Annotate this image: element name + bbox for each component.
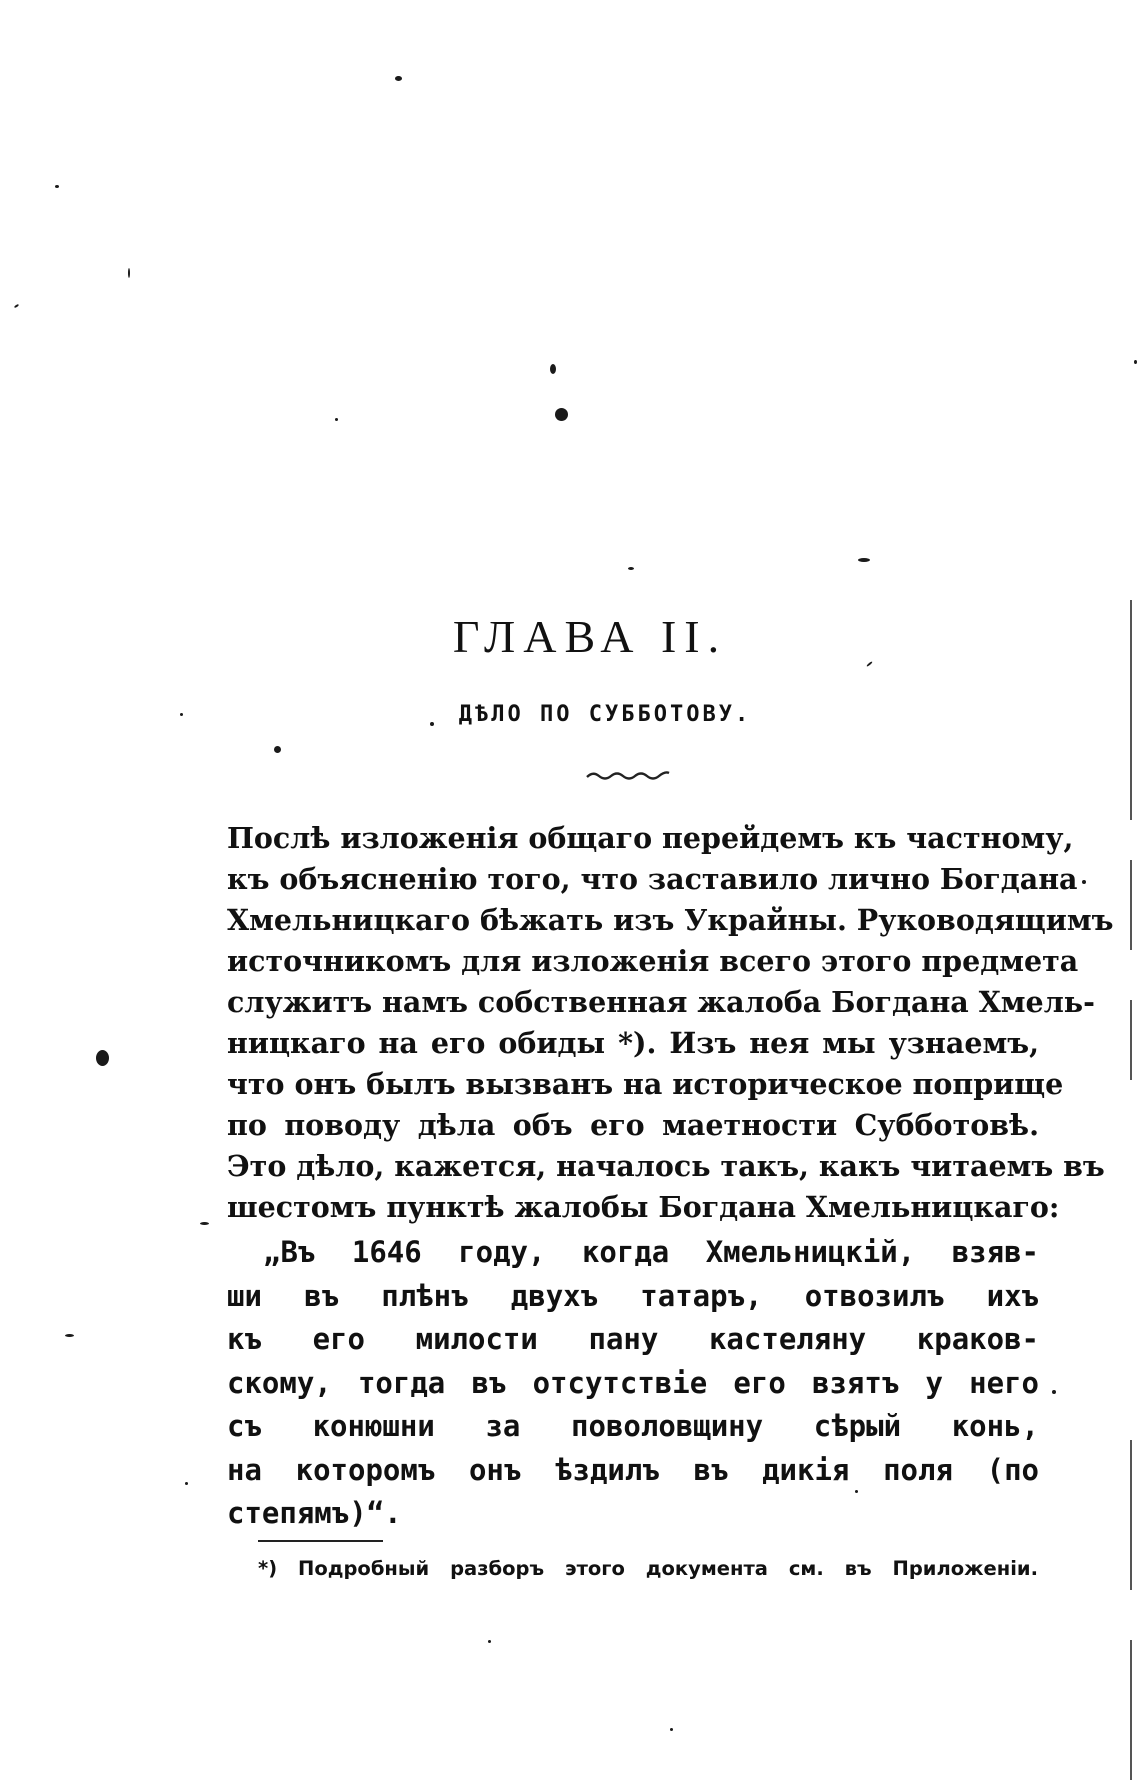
scan-speck	[65, 1334, 74, 1337]
quote-line: къ его милости пану кастеляну краков-	[227, 1322, 1039, 1356]
paragraph-line: по поводу дѣла объ его маетности Субботовѣ.	[227, 1108, 1039, 1142]
scan-speck	[335, 418, 338, 421]
scan-speck	[858, 558, 870, 562]
paragraph-line: служитъ намъ собственная жалоба Богдана Хмель-	[227, 985, 1095, 1019]
quoted-passage	[227, 1231, 1039, 1536]
paragraph-line: шестомъ пунктѣ жалобы Богдана Хмельницкаго:	[227, 1190, 1060, 1224]
footnote: *) Подробный разборъ этого документа см. въ Приложеніи.	[258, 1557, 1038, 1580]
scan-speck	[488, 1640, 491, 1643]
ornament-divider	[585, 768, 671, 782]
scan-speck	[200, 1222, 209, 1225]
paragraph-line: къ объясненію того, что заставило лично Богдана	[227, 862, 1078, 896]
scan-speck	[555, 408, 568, 421]
scan-speck	[670, 1728, 673, 1731]
scan-speck	[628, 567, 634, 570]
paragraph-line: источникомъ для изложенія всего этого предмета	[227, 944, 1079, 978]
main-paragraph	[227, 818, 1114, 1228]
scan-speck	[128, 268, 130, 278]
paragraph-line: Хмельницкаго бѣжать изъ Украйны. Руководящимъ	[227, 903, 1114, 937]
chapter-title: ГЛАВА II.	[452, 611, 728, 662]
scan-speck	[1052, 1390, 1056, 1394]
chapter-subtitle: ДѢЛО ПО СУББОТОВУ.	[458, 702, 752, 727]
quote-line: съ конюшни за поволовщину сѣрый конь,	[227, 1409, 1039, 1443]
scan-speck	[550, 364, 556, 374]
scan-speck	[274, 746, 281, 753]
scan-speck	[1134, 360, 1137, 364]
paragraph-line: Это дѣло, кажется, началось такъ, какъ читаемъ въ	[227, 1149, 1105, 1183]
quote-line: степямъ)“.	[227, 1496, 402, 1530]
scan-speck	[55, 185, 59, 188]
quote-line: на которомъ онъ ѣздилъ въ дикія поля (по	[227, 1452, 1039, 1487]
scan-speck	[96, 1050, 109, 1066]
quote-line: скому, тогда въ отсутствіе его взятъ у него	[227, 1365, 1039, 1400]
quote-line: ши въ плѣнъ двухъ татаръ, отвозилъ ихъ	[227, 1278, 1039, 1313]
scan-speck	[395, 76, 402, 81]
scan-speck	[1082, 880, 1086, 884]
scan-speck	[185, 1482, 188, 1485]
paragraph-line: что онъ былъ вызванъ на историческое поприще	[227, 1067, 1064, 1101]
margin-rule	[1130, 860, 1132, 950]
margin-rule	[1130, 1000, 1132, 1080]
footnote-rule	[258, 1540, 383, 1542]
quote-line: „Въ 1646 году, когда Хмельницкій, взяв-	[263, 1235, 1039, 1269]
paragraph-line: ницкаго на его обиды *). Изъ нея мы узнаемъ,	[227, 1026, 1039, 1060]
margin-rule	[1130, 1440, 1132, 1590]
margin-rule	[1130, 1640, 1132, 1780]
scan-speck	[14, 304, 19, 309]
paragraph-line: Послѣ изложенія общаго перейдемъ къ частному,	[227, 821, 1074, 855]
